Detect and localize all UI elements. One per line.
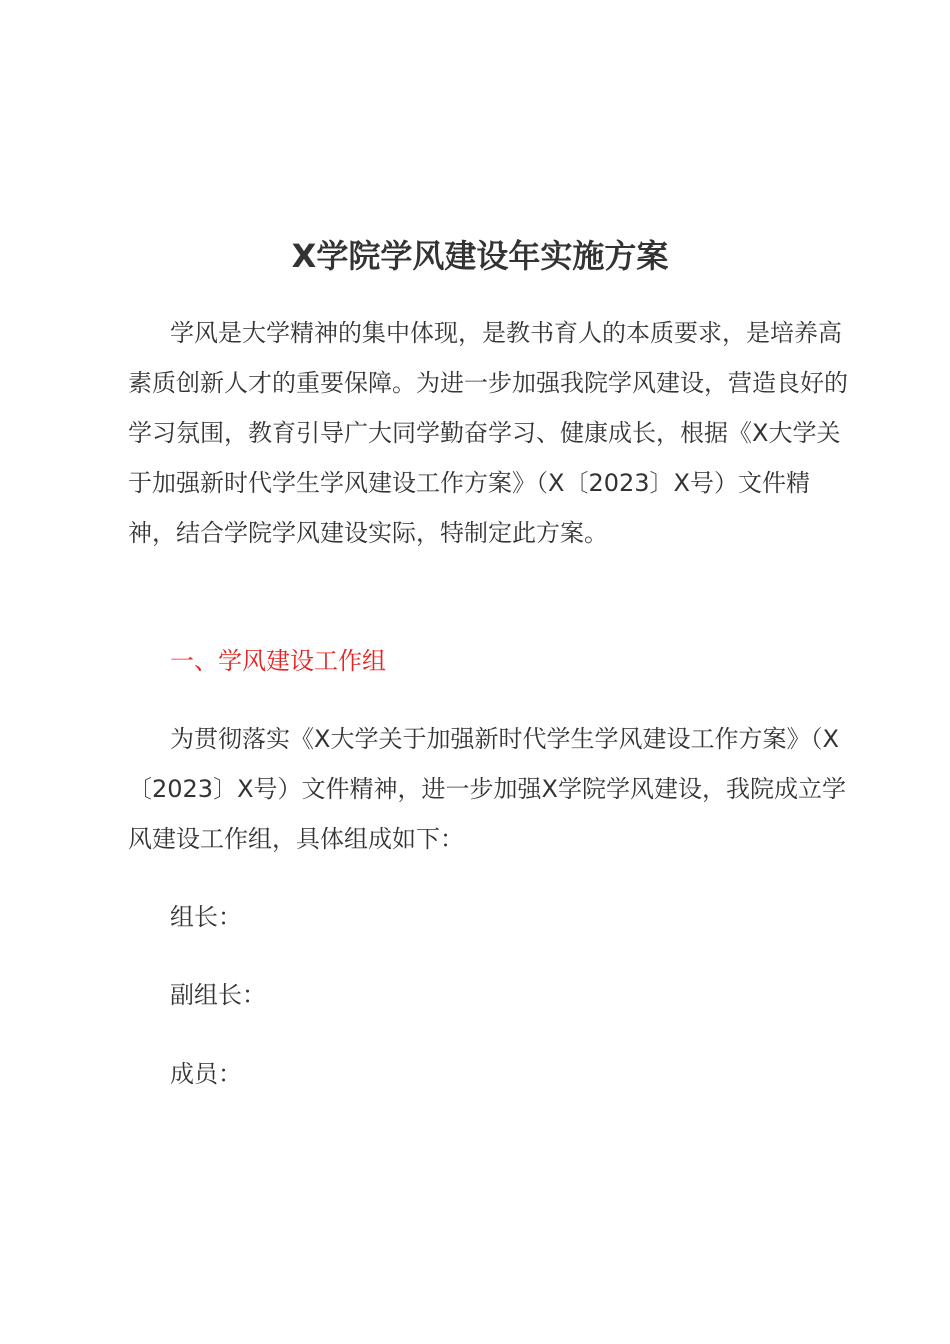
section-1-heading: 一、学风建设工作组	[170, 647, 386, 675]
document-title: X学院学风建设年实施方案	[291, 237, 669, 275]
leader-label: 组长：	[170, 903, 242, 931]
intro-paragraph: 学风是大学精神的集中体现，是教书育人的本质要求，是培养高素质创新人才的重要保障。为进一步加强我院学风建设，营造良好的学习氛围，教育引导广大同学勤奋学习、健康成长，根据《X大学关于加强新时代学生学风建设工作方案》（X〔2023〕X号）文件精神，结合学院学风建设实际，特制定此方案。	[128, 319, 848, 547]
section-1-paragraph: 为贯彻落实《X大学关于加强新时代学生学风建设工作方案》（X〔2023〕X号）文件精神，进一步加强X学院学风建设，我院成立学风建设工作组，具体组成如下：	[128, 725, 846, 853]
members-label: 成员：	[170, 1060, 242, 1088]
deputy-leader-label: 副组长：	[170, 981, 266, 1009]
